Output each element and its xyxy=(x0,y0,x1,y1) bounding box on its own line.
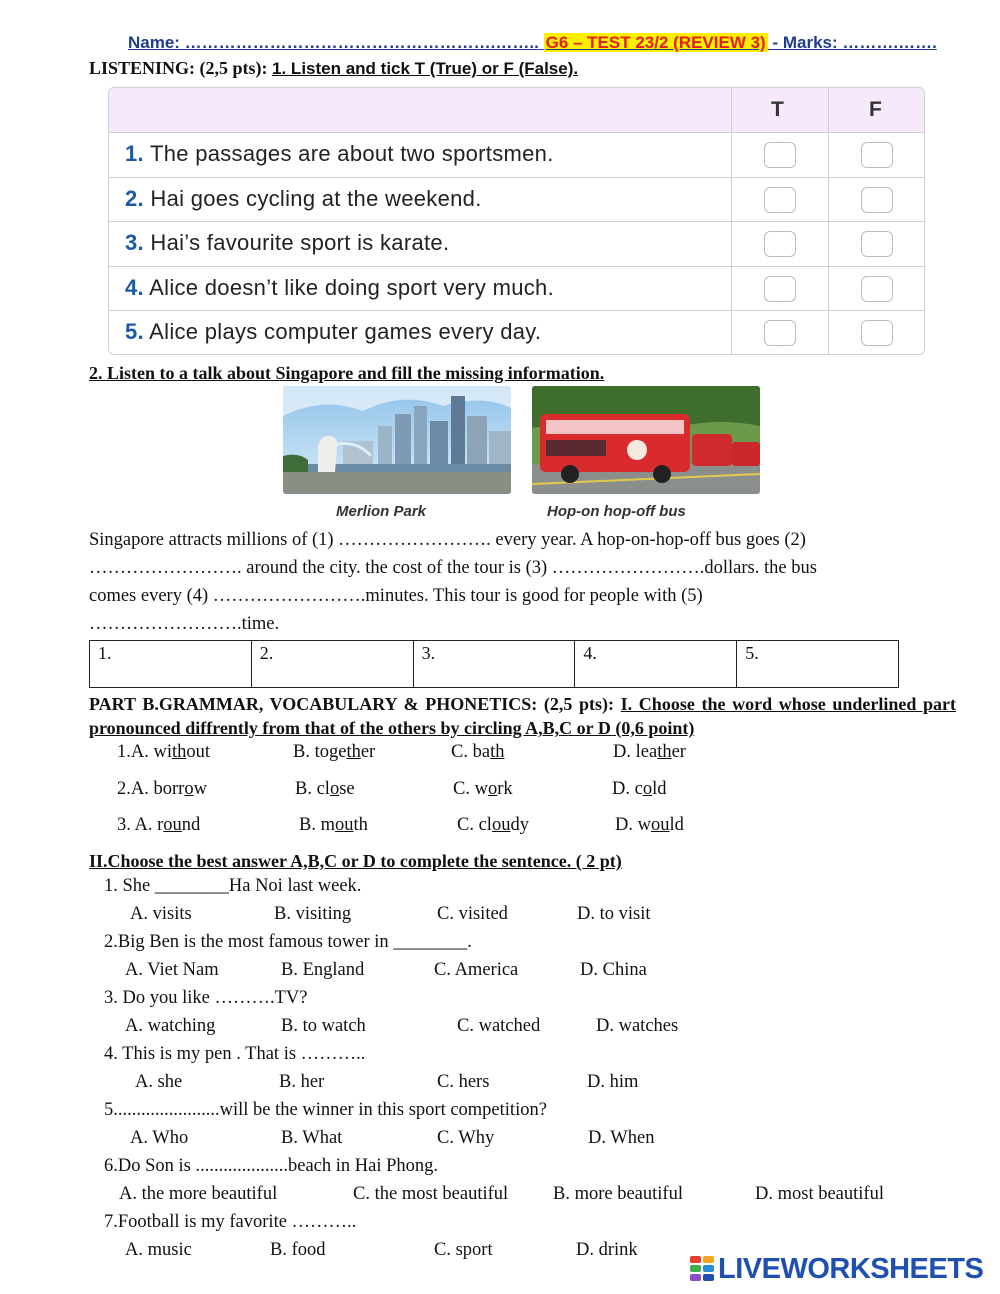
caption-bus: Hop-on hop-off bus xyxy=(547,503,686,520)
checkbox-t-5[interactable] xyxy=(764,320,796,346)
q3-option-a[interactable]: A. watching xyxy=(125,1016,216,1036)
question-3: 3. Do you like ……….TV? xyxy=(104,988,308,1008)
q3-option-d[interactable]: D. watches xyxy=(596,1016,679,1036)
column-header-t: T xyxy=(771,98,784,121)
merlion-park-photo xyxy=(283,386,511,494)
question-1: 1. She ________Ha Noi last week. xyxy=(104,876,362,896)
name-field-label: Name: ……………………………………………….…….. xyxy=(128,33,539,52)
q2-option-c[interactable]: C. America xyxy=(434,960,519,980)
phonetics-3-option-d[interactable]: D. would xyxy=(615,815,684,835)
statement-5: 5. Alice plays computer games every day. xyxy=(125,319,542,344)
q2-option-a[interactable]: A. Viet Nam xyxy=(125,960,219,980)
q1-option-d[interactable]: D. to visit xyxy=(577,904,651,924)
phonetics-1-option-d[interactable]: D. leather xyxy=(613,742,686,762)
phonetics-question-1: 1.A. without xyxy=(117,742,211,762)
q7-option-c[interactable]: C. sport xyxy=(434,1240,493,1260)
caption-merlion-park: Merlion Park xyxy=(336,503,427,520)
phonetics-question-2: 2.A. borrow xyxy=(117,779,207,799)
q7-option-b[interactable]: B. food xyxy=(270,1240,326,1260)
answer-cell-1[interactable]: 1. xyxy=(90,641,252,688)
part-b-title: PART B.GRAMMAR, VOCABULARY & PHONETICS: (2,5 pts): xyxy=(89,694,615,714)
checkbox-f-5[interactable] xyxy=(861,320,893,346)
checkbox-f-3[interactable] xyxy=(861,231,893,257)
q1-option-c[interactable]: C. visited xyxy=(437,904,508,924)
q4-option-a[interactable]: A. she xyxy=(135,1072,183,1092)
q5-option-a[interactable]: A. Who xyxy=(130,1128,189,1148)
question-5: 5.......................will be the winner in this sport competition? xyxy=(104,1100,547,1120)
statement-4: 4. Alice doesn’t like doing sport very much. xyxy=(125,275,554,300)
part-b-task2: II.Choose the best answer A,B,C or D to complete the sentence. ( 2 pt) xyxy=(89,851,622,871)
true-false-table xyxy=(108,87,925,355)
q6-option-d[interactable]: D. most beautiful xyxy=(755,1184,884,1204)
q5-option-b[interactable]: B. What xyxy=(281,1128,343,1148)
q3-option-c[interactable]: C. watched xyxy=(457,1016,541,1036)
header-line xyxy=(128,33,937,53)
phonetics-3-option-c[interactable]: C. cloudy xyxy=(457,815,529,835)
paragraph-line-2: ……………………. around the city. the cost of the tour is (3) …………………….dollars. the bus xyxy=(89,558,817,578)
answer-cell-3[interactable]: 3. xyxy=(413,641,575,688)
liveworksheets-logo xyxy=(690,1254,983,1284)
statement-2: 2. Hai goes cycling at the weekend. xyxy=(125,186,482,211)
paragraph-line-1: Singapore attracts millions of (1) ……………………. every year. A hop-on-hop-off bus goes (2) xyxy=(89,530,806,550)
statement-1: 1. The passages are about two sportsmen. xyxy=(125,141,554,166)
q3-option-b[interactable]: B. to watch xyxy=(281,1016,366,1036)
phonetics-1-option-b[interactable]: B. together xyxy=(293,742,376,762)
answer-table xyxy=(89,640,899,688)
paragraph-line-4: …………………….time. xyxy=(89,614,280,634)
column-header-f: F xyxy=(869,98,882,121)
listening-task1: 1. Listen and tick T (True) or F (False). xyxy=(272,59,579,78)
q5-option-d[interactable]: D. When xyxy=(588,1128,655,1148)
table-row xyxy=(109,310,925,355)
q6-option-b[interactable]: B. more beautiful xyxy=(553,1184,683,1204)
answer-cell-2[interactable]: 2. xyxy=(251,641,413,688)
checkbox-t-3[interactable] xyxy=(764,231,796,257)
q4-option-b[interactable]: B. her xyxy=(279,1072,325,1092)
q1-option-b[interactable]: B. visiting xyxy=(274,904,352,924)
paragraph-line-3: comes every (4) …………………….minutes. This tour is good for people with (5) xyxy=(89,586,703,606)
checkbox-t-2[interactable] xyxy=(764,187,796,213)
table-row xyxy=(109,221,925,266)
q6-option-c[interactable]: C. the most beautiful xyxy=(353,1184,509,1204)
question-2: 2.Big Ben is the most famous tower in ________. xyxy=(104,932,472,952)
phonetics-2-option-d[interactable]: D. cold xyxy=(612,779,667,799)
q4-option-d[interactable]: D. him xyxy=(587,1072,639,1092)
q4-option-c[interactable]: C. hers xyxy=(437,1072,490,1092)
question-7: 7.Football is my favorite ……….. xyxy=(104,1212,357,1232)
statement-3: 3. Hai’s favourite sport is karate. xyxy=(125,230,450,255)
question-4: 4. This is my pen . That is ……….. xyxy=(104,1044,366,1064)
phonetics-2-option-b[interactable]: B. close xyxy=(295,779,355,799)
listening-heading xyxy=(89,58,578,79)
phonetics-question-3: 3. A. round xyxy=(117,815,201,835)
checkbox-f-1[interactable] xyxy=(861,142,893,168)
q2-option-d[interactable]: D. China xyxy=(580,960,647,980)
listening-task2: 2. Listen to a talk about Singapore and fill the missing information. xyxy=(89,363,605,383)
marks-field-label: - Marks: ……….……. xyxy=(772,33,937,52)
phonetics-1-option-c[interactable]: C. bath xyxy=(451,742,505,762)
table-header-row xyxy=(109,88,925,132)
phonetics-2-option-c[interactable]: C. work xyxy=(453,779,513,799)
checkbox-t-1[interactable] xyxy=(764,142,796,168)
part-b-heading xyxy=(89,692,956,740)
q2-option-b[interactable]: B. England xyxy=(281,960,365,980)
question-6: 6.Do Son is ....................beach in Hai Phong. xyxy=(104,1156,439,1176)
q6-option-a[interactable]: A. the more beautiful xyxy=(119,1184,278,1204)
q7-option-d[interactable]: D. drink xyxy=(576,1240,638,1260)
q1-option-a[interactable]: A. visits xyxy=(130,904,192,924)
listening-title: LISTENING: (2,5 pts): xyxy=(89,58,268,78)
hop-on-hop-off-bus-photo xyxy=(532,386,760,494)
liveworksheets-logo-icon xyxy=(690,1256,714,1282)
checkbox-f-2[interactable] xyxy=(861,187,893,213)
part-b-task1: I. Choose the word whose underlined part pronounced diffrently from that of the others by circling A,B,C or D (0,6 point) xyxy=(89,694,957,738)
answer-cell-5[interactable]: 5. xyxy=(737,641,899,688)
table-row xyxy=(109,177,925,221)
checkbox-t-4[interactable] xyxy=(764,276,796,302)
phonetics-3-option-b[interactable]: B. mouth xyxy=(299,815,368,835)
liveworksheets-logo-text: LIVEWORKSHEETS xyxy=(718,1252,984,1285)
answer-cell-4[interactable]: 4. xyxy=(575,641,737,688)
table-row xyxy=(109,266,925,310)
q5-option-c[interactable]: C. Why xyxy=(437,1128,495,1148)
table-row xyxy=(109,132,925,177)
test-title: G6 – TEST 23/2 (REVIEW 3) xyxy=(545,33,766,52)
checkbox-f-4[interactable] xyxy=(861,276,893,302)
q7-option-a[interactable]: A. music xyxy=(125,1240,192,1260)
